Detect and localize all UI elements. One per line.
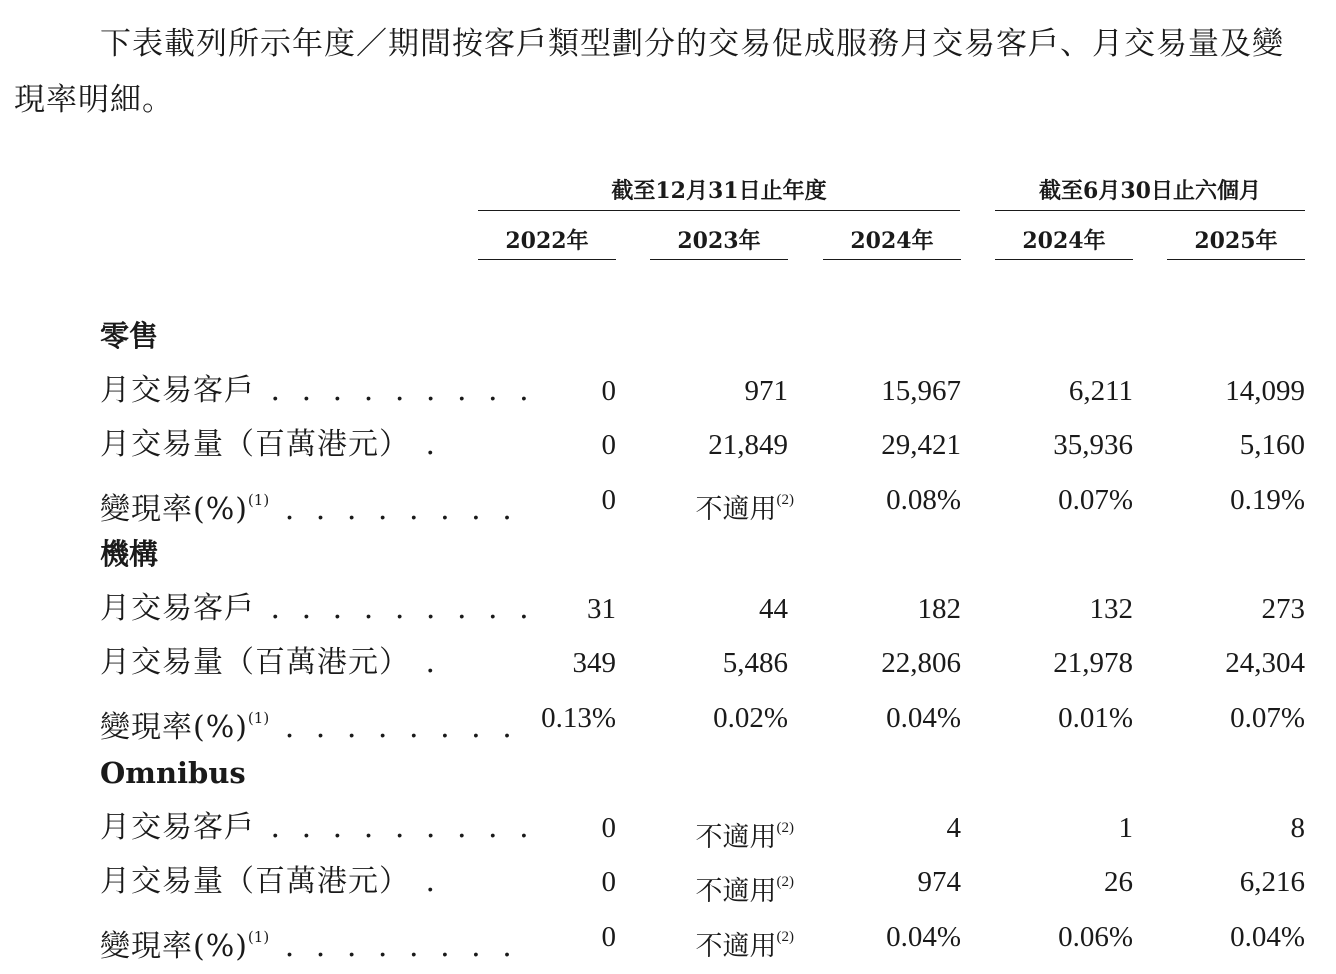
leader-dots: . . . . . . . . — [269, 928, 518, 964]
row-label — [100, 910, 518, 974]
leader-dots: . — [410, 645, 442, 681]
footnote-marker: (2) — [776, 819, 794, 836]
table-cell: 8 — [1290, 811, 1305, 844]
table-cell: 29,421 — [881, 429, 961, 462]
table-row — [0, 364, 1336, 418]
year-col-2-rule — [650, 259, 788, 260]
intro-paragraph: 下表載列所示年度／期間按客戶類型劃分的交易促成服務月交易客戶、月交易量及變現率明細。 — [14, 26, 1284, 118]
section-row — [0, 309, 1336, 363]
table-cell: 24,304 — [1225, 647, 1305, 680]
leader-dots: . . . . . . . . — [269, 491, 518, 527]
leader-dots: . . . . . . . . . — [255, 590, 535, 626]
row-label-text: 月交易客戶 — [100, 809, 255, 845]
leader-dots: . . . . . . . . . — [255, 809, 535, 845]
table-cell: 4 — [946, 811, 961, 844]
table-row — [0, 801, 1336, 855]
table-cell: 6,211 — [1068, 374, 1133, 407]
row-label-text: 月交易客戶 — [100, 590, 255, 626]
header-year-ended: 截至12月31日止年度 — [611, 178, 827, 204]
section-title: Omnibus — [100, 756, 246, 790]
table-cell: 0 — [601, 866, 616, 899]
table-row — [0, 473, 1336, 527]
footnote-marker: (2) — [776, 491, 794, 508]
row-label — [100, 582, 535, 636]
table-cell: 0.08% — [886, 483, 961, 516]
table-row — [0, 910, 1336, 964]
header-six-months: 截至6月30日止六個月 — [1039, 178, 1261, 204]
footnote-marker: (2) — [776, 928, 794, 945]
row-label-text: 月交易量（百萬港元） — [100, 864, 410, 900]
footnote-marker: (2) — [776, 874, 794, 891]
table-cell: 974 — [917, 866, 961, 899]
year-col-5: 2025年 — [1194, 228, 1278, 254]
table-cell: 6,216 — [1239, 866, 1305, 899]
year-col-4: 2024年 — [1022, 228, 1106, 254]
year-col-2: 2023年 — [677, 228, 761, 254]
row-label-text: 變現率(%) — [100, 491, 248, 527]
year-col-3: 2024年 — [850, 228, 934, 254]
row-label-text: 月交易量（百萬港元） — [100, 645, 410, 681]
table-cell: 0.04% — [886, 920, 961, 953]
section-row — [0, 746, 1336, 800]
year-col-1-rule — [478, 259, 616, 260]
row-label-text: 月交易量（百萬港元） — [100, 427, 410, 463]
table-cell: 0 — [601, 920, 616, 953]
row-label — [100, 801, 535, 855]
section-title: 機構 — [100, 537, 159, 571]
footnote-marker: (1) — [247, 490, 270, 509]
table-row — [0, 855, 1336, 909]
table-row — [0, 418, 1336, 472]
table-cell: 14,099 — [1225, 374, 1305, 407]
year-col-1: 2022年 — [505, 228, 589, 254]
table-cell: 349 — [572, 647, 616, 680]
leader-dots: . . . . . . . . — [269, 709, 518, 745]
year-col-4-rule — [995, 259, 1133, 260]
year-col-3-rule — [823, 259, 961, 260]
year-col-5-rule — [1167, 259, 1305, 260]
table-cell: 5,486 — [722, 647, 788, 680]
table-cell: 0.07% — [1058, 483, 1133, 516]
table-cell: 31 — [587, 592, 616, 625]
table-cell: 0.07% — [1230, 701, 1305, 734]
row-label-text: 變現率(%) — [100, 928, 248, 964]
header-year-ended-rule — [478, 210, 960, 211]
table-cell — [634, 910, 794, 974]
table-row — [0, 636, 1336, 690]
table-cell: 15,967 — [881, 374, 961, 407]
row-label — [100, 364, 535, 418]
table-cell: 0.19% — [1230, 483, 1305, 516]
table-cell: 273 — [1261, 592, 1305, 625]
table-cell: 182 — [917, 592, 961, 625]
table-cell: 0 — [601, 811, 616, 844]
table-cell: 0.04% — [886, 701, 961, 734]
table-cell: 21,849 — [708, 429, 788, 462]
table-cell: 132 — [1089, 592, 1133, 625]
leader-dots: . — [410, 864, 442, 900]
leader-dots: . — [410, 427, 442, 463]
table-cell: 0 — [601, 483, 616, 516]
row-label — [100, 636, 442, 690]
table-cell: 0 — [601, 374, 616, 407]
table-cell: 0.02% — [713, 701, 788, 734]
row-label-text: 變現率(%) — [100, 709, 248, 745]
table-cell: 35,936 — [1053, 429, 1133, 462]
table-cell: 0.04% — [1230, 920, 1305, 953]
table-cell: 1 — [1118, 811, 1133, 844]
table-cell: 0.13% — [541, 701, 616, 734]
table-cell: 44 — [759, 592, 788, 625]
table-cell: 0 — [601, 429, 616, 462]
table-row — [0, 582, 1336, 636]
table-cell: 5,160 — [1239, 429, 1305, 462]
section-title: 零售 — [100, 319, 159, 353]
footnote-marker: (1) — [247, 708, 270, 727]
not-applicable-text: 不適用 — [695, 876, 777, 908]
table-cell: 0.01% — [1058, 701, 1133, 734]
table-row — [0, 691, 1336, 745]
table-cell: 971 — [744, 374, 788, 407]
not-applicable-text: 不適用 — [695, 493, 777, 525]
not-applicable-text: 不適用 — [695, 821, 777, 853]
table-cell: 22,806 — [881, 647, 961, 680]
row-label — [100, 855, 442, 909]
leader-dots: . . . . . . . . . — [255, 372, 535, 408]
table-cell: 0.06% — [1058, 920, 1133, 953]
table-cell: 21,978 — [1053, 647, 1133, 680]
header-six-months-rule — [995, 210, 1305, 211]
row-label-text: 月交易客戶 — [100, 372, 255, 408]
row-label — [100, 418, 442, 472]
section-row — [0, 527, 1336, 581]
footnote-marker: (1) — [247, 927, 270, 946]
not-applicable-text: 不適用 — [695, 930, 777, 962]
table-cell: 26 — [1104, 866, 1133, 899]
